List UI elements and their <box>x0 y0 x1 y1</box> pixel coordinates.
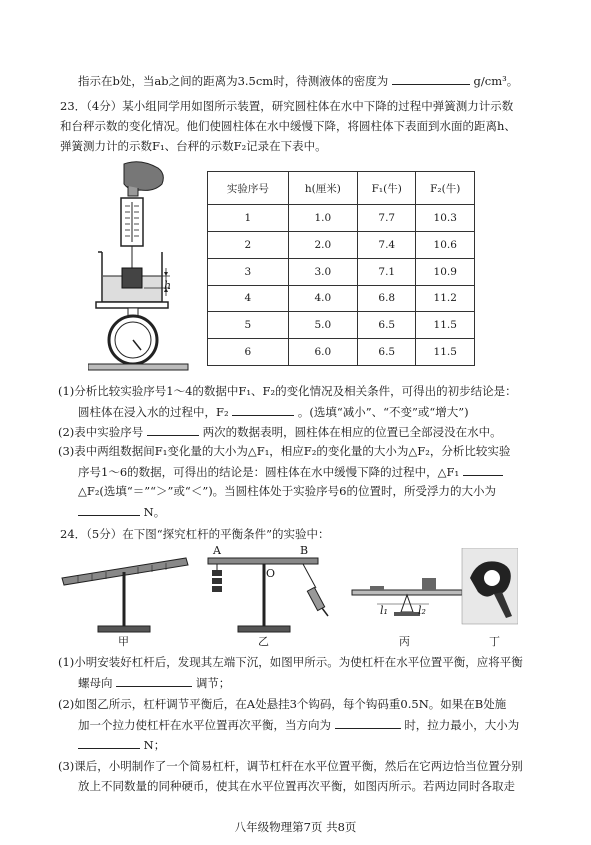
q24-part-2-line-1: (2)如图乙所示，杠杆调节平衡后，在A处悬挂3个钩码，每个钩码重0.5N。如果在B处施 <box>58 697 507 711</box>
q24-part-1-line-2 <box>78 675 230 690</box>
table-cell: 11.2 <box>416 285 475 312</box>
table-cell: 2.0 <box>288 231 357 258</box>
table-cell: 6.5 <box>358 312 416 339</box>
figure-label-l1: l₁ <box>380 604 388 617</box>
lever-figure-ding <box>462 548 518 624</box>
question-24-line: 24．（5分）在下图“探究杠杆的平衡条件”的实验中： <box>60 527 330 541</box>
table-cell: 3 <box>208 258 289 285</box>
table-cell: 7.7 <box>358 205 416 232</box>
table-header-cell: h(厘米) <box>288 172 357 205</box>
table-row <box>208 339 475 366</box>
figure-label-h: h <box>164 279 172 292</box>
table-cell: 3.0 <box>288 258 357 285</box>
answer-blank[interactable] <box>463 464 503 476</box>
sub-question-3-line-1: (3)表中两组数据间F₁变化量的大小为△F₁，相应F₂的变化量的大小为△F₂，分析比较实验 <box>58 444 511 458</box>
table-cell: 1.0 <box>288 205 357 232</box>
text-span: 。(选填“减小”、“不变”或“增大”) <box>297 405 469 419</box>
q24-part-3-line-2: 放上不同数量的同种硬币，使其在水平位置再次平衡，如图丙所示。若两边同时各取走 <box>78 779 515 793</box>
text-span: N； <box>143 738 166 752</box>
text-span: 加一个拉力使杠杆在水平位置再次平衡，当方向为 <box>78 718 331 732</box>
table-cell: 11.5 <box>416 312 475 339</box>
answer-blank[interactable] <box>78 504 140 516</box>
answer-blank[interactable] <box>116 675 192 687</box>
table-cell: 6.0 <box>288 339 357 366</box>
table-cell: 4 <box>208 285 289 312</box>
text-span: 两次的数据表明，圆柱体在相应的位置已全部浸没在水中。 <box>202 425 502 439</box>
table-cell: 7.4 <box>358 231 416 258</box>
table-cell: 10.9 <box>416 258 475 285</box>
text-line <box>78 73 518 88</box>
table-cell: 10.3 <box>416 205 475 232</box>
table-cell: 6.8 <box>358 285 416 312</box>
table-row <box>208 285 475 312</box>
answer-blank[interactable] <box>78 737 140 749</box>
text-span: N。 <box>143 505 166 519</box>
sub-question-3-line-3: △F₂(选填“＝”“＞”或“＜”)。当圆柱体处于实验序号6的位置时，所受浮力的大小为 <box>78 484 496 498</box>
text-span: 序号1～6的数据，可得出的结论是：圆柱体在水中缓慢下降的过程中，△F₁ <box>78 465 460 479</box>
sub-question-3-line-2 <box>78 464 503 479</box>
table-header-cell: F₁(牛) <box>358 172 416 205</box>
table-header-cell: 实验序号 <box>208 172 289 205</box>
table-cell: 2 <box>208 231 289 258</box>
figure-label-b: B <box>300 544 309 557</box>
figure-label-a: A <box>213 544 221 557</box>
text-span: 指示在b处，当ab之间的距离为3.5cm时，待测液体的密度为 <box>78 74 389 88</box>
table-cell: 6 <box>208 339 289 366</box>
answer-blank[interactable] <box>147 424 199 436</box>
text-span: g/cm³。 <box>473 74 519 88</box>
table-row <box>208 312 475 339</box>
text-span: 调节； <box>195 676 231 690</box>
table-header-row <box>208 172 475 205</box>
lever-figures <box>58 548 518 638</box>
lever-figure-jia <box>62 558 188 632</box>
figure-label-o: O <box>266 567 276 580</box>
sub-question-2-line <box>58 424 502 439</box>
table-cell: 6.5 <box>358 339 416 366</box>
figure-caption-yi: 乙 <box>258 635 269 648</box>
table-cell: 4.0 <box>288 285 357 312</box>
question-23-line-2: 和台秤示数的变化情况。他们使圆柱体在水中缓慢下降，将圆柱体下表面到水面的距离h、 <box>60 119 516 133</box>
table-cell: 10.6 <box>416 231 475 258</box>
sub-question-1-line-2 <box>78 404 469 419</box>
table-cell: 5.0 <box>288 312 357 339</box>
q24-part-2-line-2 <box>78 717 519 732</box>
q24-part-2-line-3 <box>78 737 165 752</box>
answer-blank[interactable] <box>335 717 401 729</box>
figure-caption-ding: 丁 <box>489 635 500 648</box>
page-footer: 八年级物理第7页 共8页 <box>234 820 357 834</box>
text-span: (2)表中实验序号 <box>58 425 144 439</box>
table-cell: 5 <box>208 312 289 339</box>
table-row <box>208 258 475 285</box>
q24-part-1-line-1: (1)小明安装好杠杆后，发现其左端下沉，如图甲所示。为使杠杆在水平位置平衡，应将平衡 <box>58 655 523 669</box>
answer-blank[interactable] <box>232 404 294 416</box>
table-row <box>208 231 475 258</box>
table-cell: 7.1 <box>358 258 416 285</box>
text-span: 时，拉力最小，大小为 <box>404 718 520 732</box>
sub-question-1-line-1: (1)分析比较实验序号1～4的数据中F₁、F₂的变化情况及相关条件，可得出的初步结论是： <box>58 384 517 398</box>
text-span: 圆柱体在浸入水的过程中，F₂ <box>78 405 229 419</box>
table-cell: 11.5 <box>416 339 475 366</box>
data-table <box>207 171 475 366</box>
table-header-cell: F₂(牛) <box>416 172 475 205</box>
table-row <box>208 205 475 232</box>
figure-caption-bing: 丙 <box>399 635 410 648</box>
table-cell: 1 <box>208 205 289 232</box>
question-23-line-3: 弹簧测力计的示数F₁、台秤的示数F₂记录在下表中。 <box>60 139 327 153</box>
lever-figure-bing <box>352 578 462 616</box>
figure-label-l2: l₂ <box>418 604 426 617</box>
q24-part-3-line-1: (3)课后，小明制作了一个简易杠杆，调节杠杆在水平位置平衡，然后在它两边恰当位置分别 <box>58 759 523 773</box>
sub-question-3-line-4 <box>78 504 165 519</box>
spring-scale-apparatus-figure <box>88 160 198 372</box>
question-23-line-1: 23．（4分）某小组同学用如图所示装置，研究圆柱体在水中下降的过程中弹簧测力计示数 <box>60 99 514 113</box>
figure-caption-jia: 甲 <box>118 635 129 648</box>
answer-blank[interactable] <box>392 73 470 85</box>
text-span: 螺母向 <box>78 676 113 690</box>
